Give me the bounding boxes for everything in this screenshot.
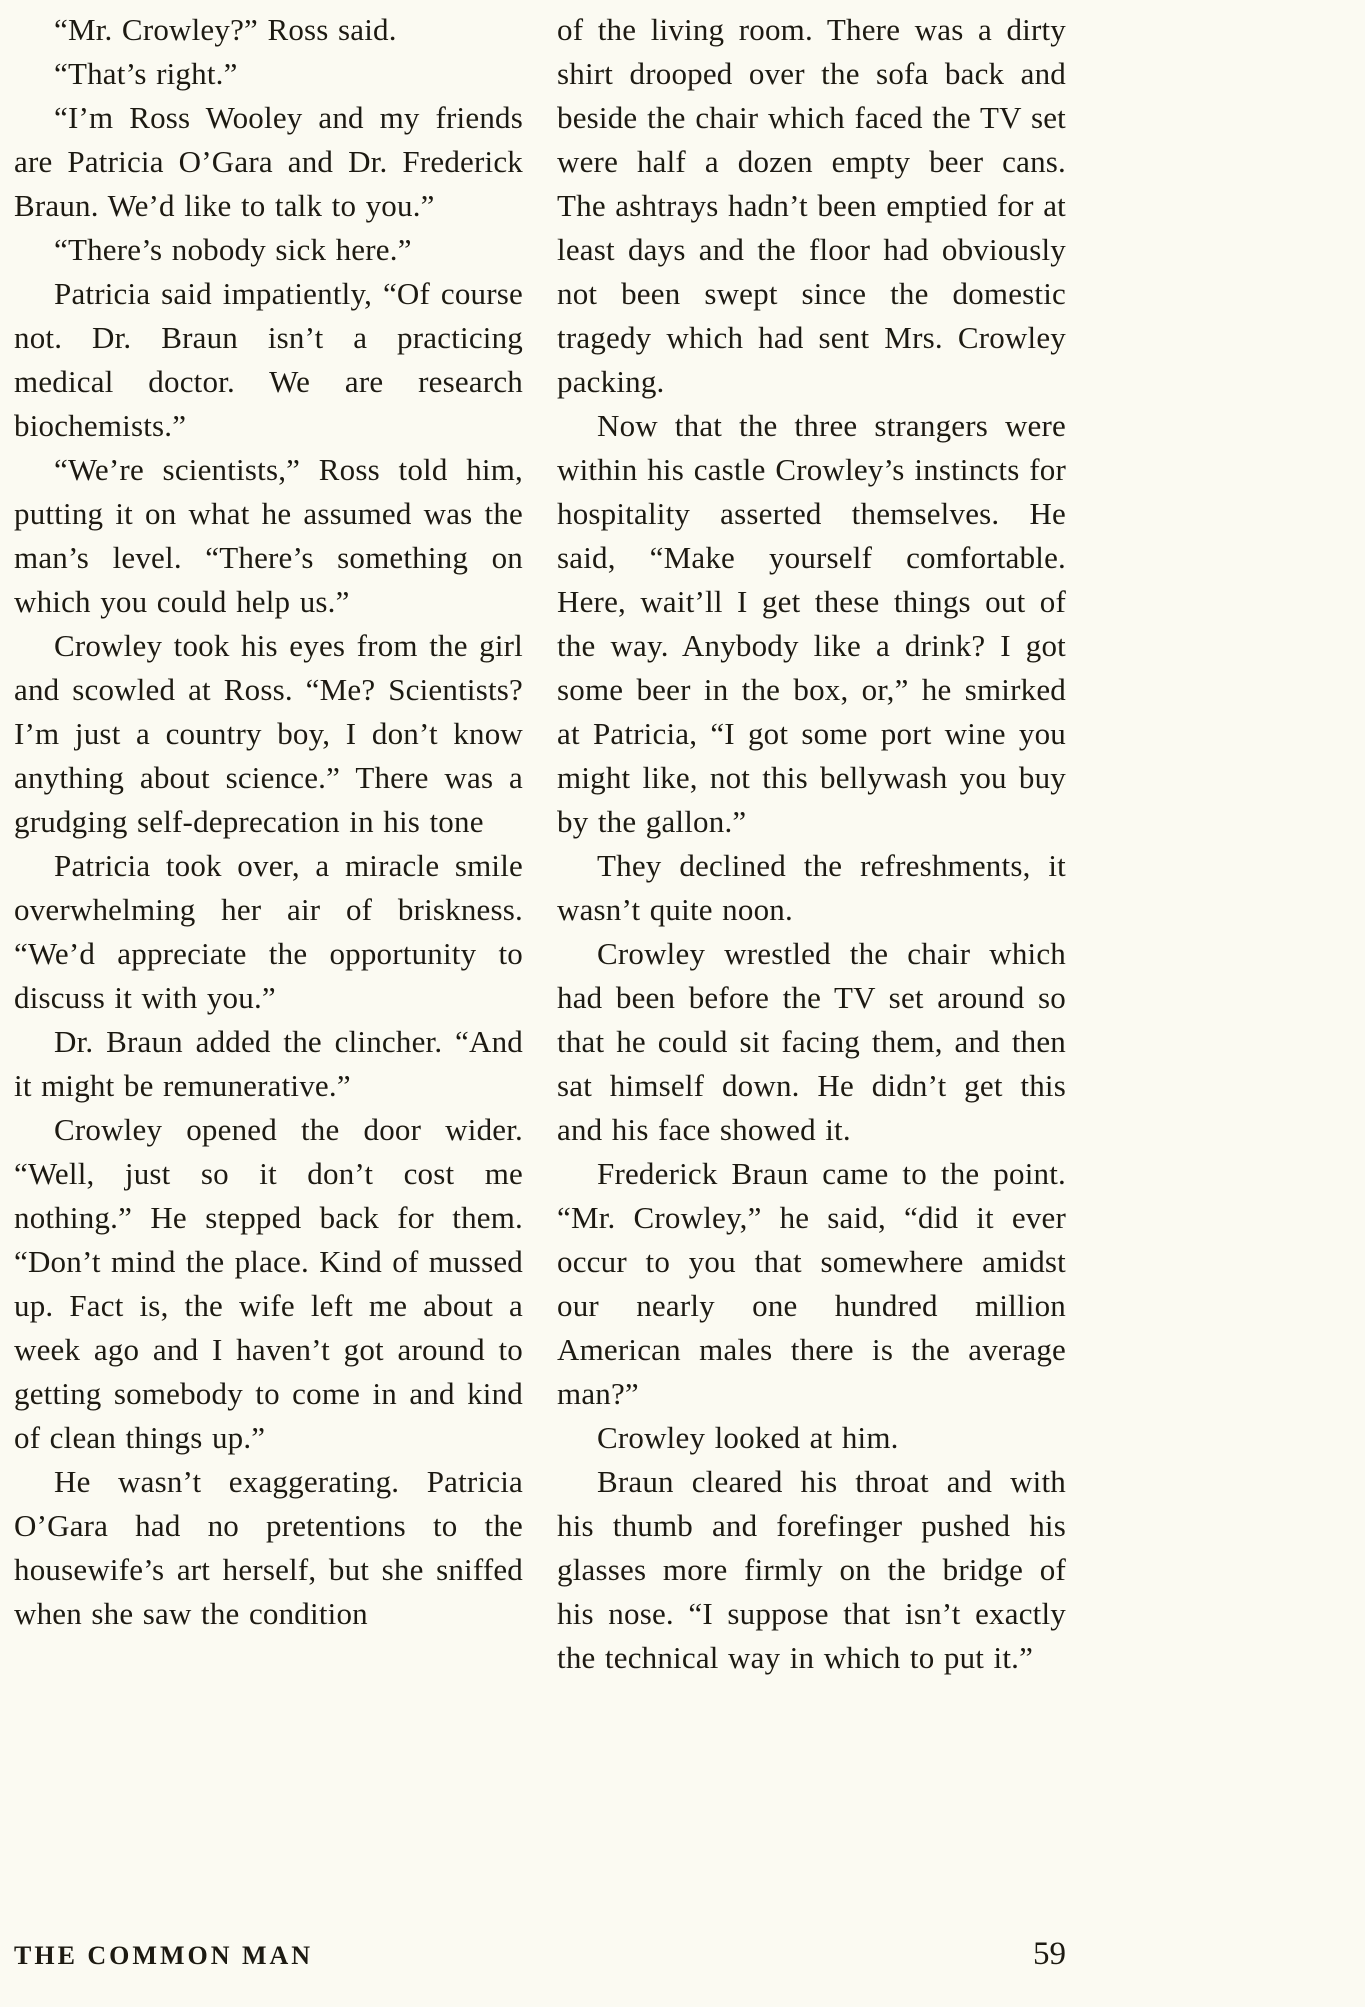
paragraph: “There’s nobody sick here.”: [54, 232, 412, 267]
paragraph: Patricia took over, a miracle smile overwhelming her air of briskness. “We’d appreciate the opportunity to discuss it with you.”: [14, 848, 523, 1015]
paragraph: Patricia said impatiently, “Of course not. Dr. Braun isn’t a practicing medical doctor. We are research biochemists.”: [14, 276, 523, 443]
paragraph: Crowley took his eyes from the girl and scowled at Ross. “Me? Scientists? I’m just a country boy, I don’t know anything about science.” There was a grudging self-deprecation in his tone: [14, 628, 523, 839]
left-column: [14, 8, 523, 1680]
paragraph: Crowley wrestled the chair which had been before the TV set around so that he could sit facing them, and then sat himself down. He didn’t get this and his face showed it.: [557, 936, 1066, 1147]
running-title: THE COMMON MAN: [14, 1941, 314, 1970]
text-columns: [14, 8, 1066, 1680]
paragraph: Crowley opened the door wider. “Well, just so it don’t cost me nothing.” He stepped back for them. “Don’t mind the place. Kind of mussed up. Fact is, the wife left me about a week ago and I haven’t got around to getting somebody to come in and kind of clean things up.”: [14, 1112, 523, 1455]
paragraph: Frederick Braun came to the point. “Mr. Crowley,” he said, “did it ever occur to you that somewhere amidst our nearly one hundred million American males there is the average man?”: [557, 1156, 1066, 1411]
paragraph: Braun cleared his throat and with his thumb and forefinger pushed his glasses more firmly on the bridge of his nose. “I suppose that isn’t exactly the technical way in which to put it.”: [557, 1464, 1066, 1675]
paragraph: He wasn’t exaggerating. Patricia O’Gara had no pretentions to the housewife’s art herself, but she sniffed when she saw the condition: [14, 1464, 523, 1631]
paragraph: Now that the three strangers were within his castle Crowley’s instincts for hospitality asserted themselves. He said, “Make yourself comfortable. Here, wait’ll I get these things out of the way. Anybody like a drink? I got some beer in the box, or,” he smirked at Patricia, “I got some port wine you might like, not this bellywash you buy by the gallon.”: [557, 408, 1066, 839]
paragraph: “I’m Ross Wooley and my friends are Patricia O’Gara and Dr. Frederick Braun. We’d like to talk to you.”: [14, 100, 523, 223]
paragraph: They declined the refreshments, it wasn’t quite noon.: [557, 848, 1066, 927]
page-number: 59: [1033, 1936, 1066, 1972]
right-column: [557, 8, 1066, 1680]
paragraph: of the living room. There was a dirty shirt drooped over the sofa back and beside the chair which faced the TV set were half a dozen empty beer cans. The ashtrays hadn’t been emptied for at least days and the floor had obviously not been swept since the domestic tragedy which had sent Mrs. Crowley packing.: [557, 12, 1066, 399]
page-footer: [14, 1936, 1066, 1973]
paragraph: Crowley looked at him.: [597, 1420, 899, 1455]
book-page: [14, 8, 1066, 1680]
paragraph: Dr. Braun added the clincher. “And it might be remunerative.”: [14, 1024, 523, 1103]
paragraph: “Mr. Crowley?” Ross said.: [54, 12, 397, 47]
paragraph: “That’s right.”: [54, 56, 238, 91]
paragraph: “We’re scientists,” Ross told him, putting it on what he assumed was the man’s level. “There’s something on which you could help us.”: [14, 452, 523, 619]
